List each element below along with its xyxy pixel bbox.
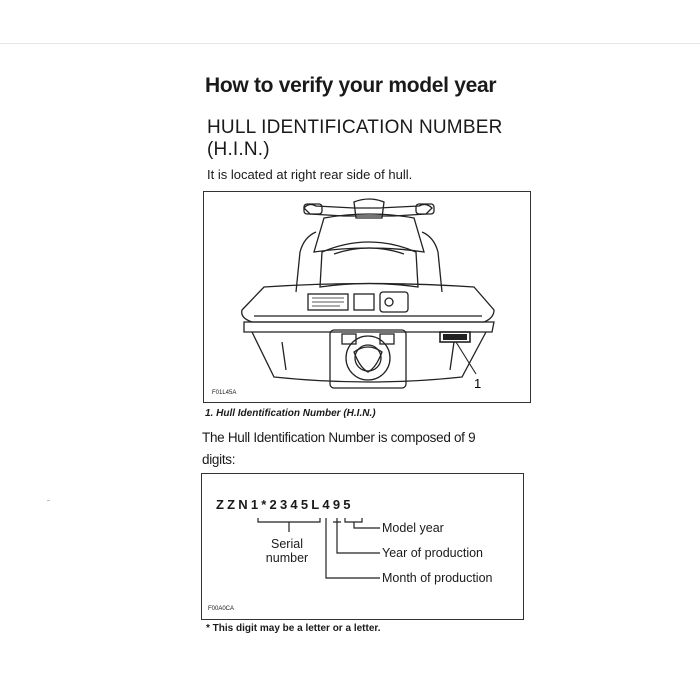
- figure-code: F01L45A: [212, 390, 237, 396]
- figure-caption: 1. Hull Identification Number (H.I.N.): [205, 408, 376, 419]
- composition-line2: digits:: [202, 452, 236, 467]
- month-of-production-label: Month of production: [382, 571, 493, 585]
- location-text: It is located at right rear side of hull.: [207, 167, 413, 182]
- serial-label-line2: number: [265, 551, 309, 565]
- section-heading-line1: HULL IDENTIFICATION NUMBER: [207, 117, 503, 138]
- composition-text: [202, 427, 502, 471]
- serial-label-line1: Serial: [271, 537, 303, 551]
- hin-code: ZZN1*2345L495: [216, 497, 354, 512]
- diagram-code: F00A0CA: [208, 606, 235, 612]
- page-title: How to verify your model year: [205, 74, 497, 97]
- year-of-production-label: Year of production: [382, 546, 484, 560]
- model-year-label: Model year: [382, 521, 444, 535]
- serial-number-label: [252, 537, 322, 565]
- footnote: * This digit may be a letter or a letter.: [206, 623, 381, 634]
- watercraft-rear-illustration: [204, 192, 532, 404]
- section-heading-line2: (H.I.N.): [207, 139, 270, 160]
- hin-diagram: [201, 473, 524, 620]
- scan-speck: [47, 500, 50, 501]
- section-heading: [207, 117, 503, 161]
- composition-line1: The Hull Identification Number is composed of 9: [202, 430, 476, 445]
- watercraft-figure: [203, 191, 531, 403]
- top-divider: [0, 43, 700, 44]
- figure-callout-1: 1: [474, 376, 482, 391]
